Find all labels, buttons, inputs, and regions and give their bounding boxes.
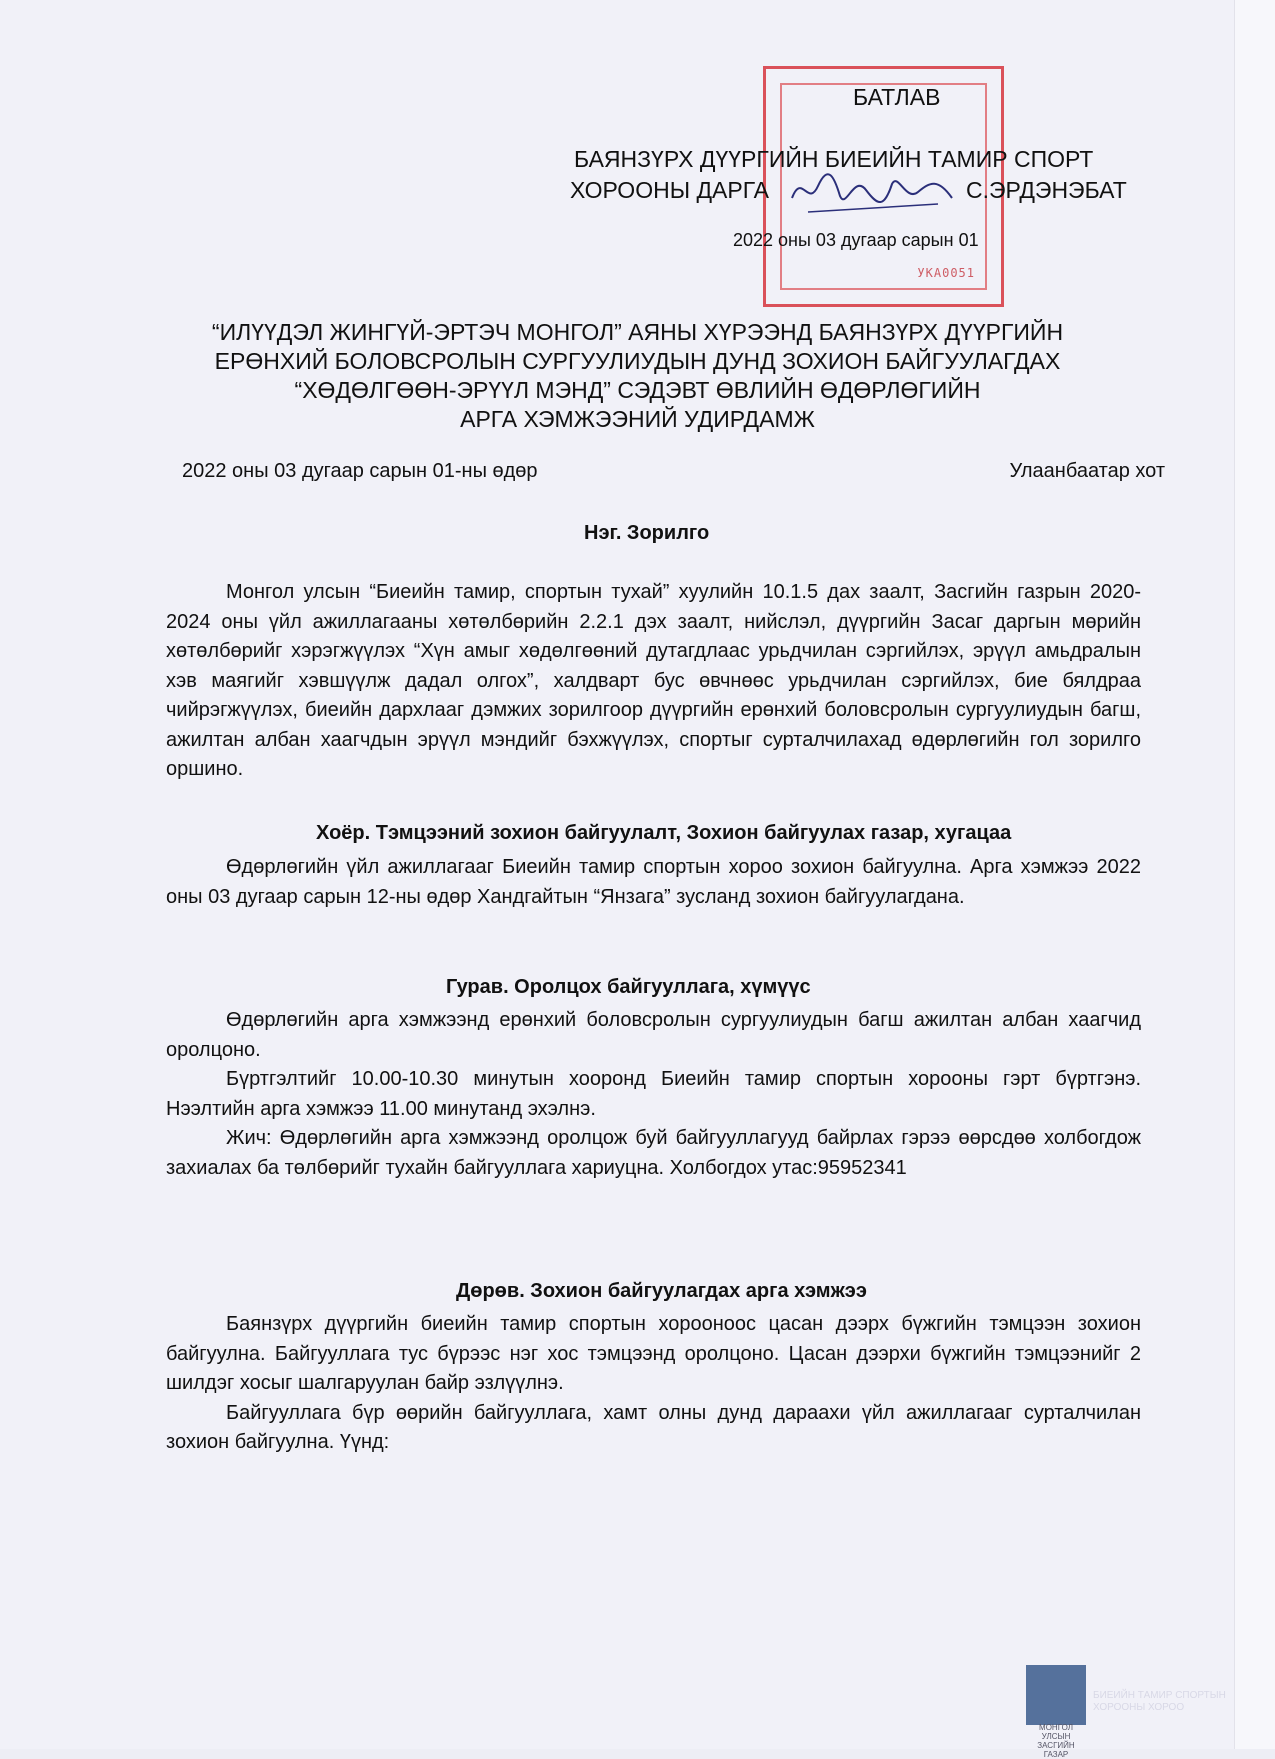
section-heading: Нэг. Зорилго [584,522,710,544]
emblem-caption: МОНГОЛ УЛСЫН ЗАСГИЙН ГАЗАР [1037,1723,1075,1759]
document-place: Улаанбаатар хот [1009,460,1165,482]
signer-name: С.ЭРДЭНЭБАТ [966,177,1127,203]
paragraph: Бүртгэлтийг 10.00-10.30 минутын хооронд Биеийн тамир спортын хорооны гэрт бүртгэнэ. Нээлтийн арга хэмжээ 11.00 минутанд эхэлнэ. [166,1068,1141,1120]
section-heading: Хоёр. Тэмцээний зохион байгуулалт, Зохион байгуулах газар, хугацаа [316,822,1012,844]
section-body [166,1310,1141,1458]
approval-date: 2022 оны 03 дугаар сарын 01 [733,230,979,250]
title-line: ЕРӨНХИЙ БОЛОВСРОЛЫН СУРГУУЛИУДЫН ДУНД ЗОХИОН БАЙГУУЛАГДАХ [214,348,1061,374]
stamp-code: УКА0051 [917,266,975,280]
section-heading: Дөрөв. Зохион байгуулагдах арга хэмжээ [456,1280,867,1302]
approval-position: БАЯНЗҮРХ ДҮҮРГИЙН БИЕИЙН ТАМИР СПОРТ [574,146,1094,172]
paragraph: Монгол улсын “Биеийн тамир, спортын тухай” хуулийн 10.1.5 дах заалт, Засгийн газрын 2020-2024 оны үйл ажиллагааны хөтөлбөрийн 2.2.1 дэх заалт, нийслэл, дүүргийн Засаг даргын мөрийн хөтөлбөрийг хэрэгжүүлэх “Хүн амыг хөдөлгөөний дутагдлаас урьдчилан сэргийлэх, эрүүл амьдралын хэв маягийг хэвшүүлж дадал олгох”, халдварт бус өвчнөөс урьдчилан сэргийлэх, бие бялдраа чийрэгжүүлэх, биеийн дархлааг дэмжих зорилгоор дүүргийн ерөнхий боловсролын сургуулиудын багш, ажилтан албан хаагчдын эрүүл мэндийг бэхжүүлэх, спортыг сурталчилахад өдөрлөгийн гол зорилго оршино. [166,581,1141,780]
section-body [166,578,1141,785]
watermark-caption: БИЕИЙН ТАМИР СПОРТЫН ХОРООНЫ ХОРОО [1093,1690,1226,1713]
page-edge [1234,0,1275,1749]
paragraph: Жич: Өдөрлөгийн арга хэмжээнд оролцож буй байгууллагууд байрлах гэрээ өөрсдөө холбогдож захиалах ба төлбөрийг тухайн байгууллага хариуцна. Холбогдох утас:95952341 [166,1127,1141,1179]
section-heading: Гурав. Оролцох байгууллага, хүмүүс [446,976,811,998]
document-date: 2022 оны 03 дугаар сарын 01-ны өдөр [182,460,538,482]
title-line: “ХӨДӨЛГӨӨН-ЭРҮҮЛ МЭНД” СЭДЭВТ ӨВЛИЙН ӨДӨРЛӨГИЙН [294,377,981,403]
title-line: АРГА ХЭМЖЭЭНИЙ УДИРДАМЖ [460,406,815,432]
government-emblem-icon [1026,1665,1086,1725]
paragraph: Өдөрлөгийн үйл ажиллагааг Биеийн тамир спортын хороо зохион байгуулна. Арга хэмжээ 2022 оны 03 дугаар сарын 12-ны өдөр Хандгайтын “Янзага” зусланд зохион байгуулагдана. [166,856,1141,908]
approval-title: БАТЛАВ [853,84,941,110]
paragraph: Баянзүрх дүүргийн биеийн тамир спортын хорооноос цасан дээрх бүжгийн тэмцээн зохион байгуулна. Байгууллага тус бүрээс нэг хос тэмцээнд оролцоно. Цасан дээрхи бүжгийн тэмцээнийг 2 шилдэг хосыг шалгаруулан байр эзлүүлнэ. [166,1313,1141,1394]
title-line: “ИЛҮҮДЭЛ ЖИНГҮЙ-ЭРТЭЧ МОНГОЛ” АЯНЫ ХҮРЭЭНД БАЯНЗҮРХ ДҮҮРГИЙН [211,319,1064,345]
paragraph: Байгууллага бүр өөрийн байгууллага, хамт олны дунд дараахи үйл ажиллагааг сурталчилан зохион байгуулна. Үүнд: [166,1401,1141,1453]
paragraph: Өдөрлөгийн арга хэмжээнд ерөнхий боловсролын сургуулиудын багш ажилтан албан хаагчид оролцоно. [166,1009,1141,1061]
signature [788,168,958,218]
section-body [166,1006,1141,1183]
section-body [166,853,1141,912]
approval-position-suffix: ХОРООНЫ ДАРГА [570,177,769,203]
document-title [150,318,1125,434]
